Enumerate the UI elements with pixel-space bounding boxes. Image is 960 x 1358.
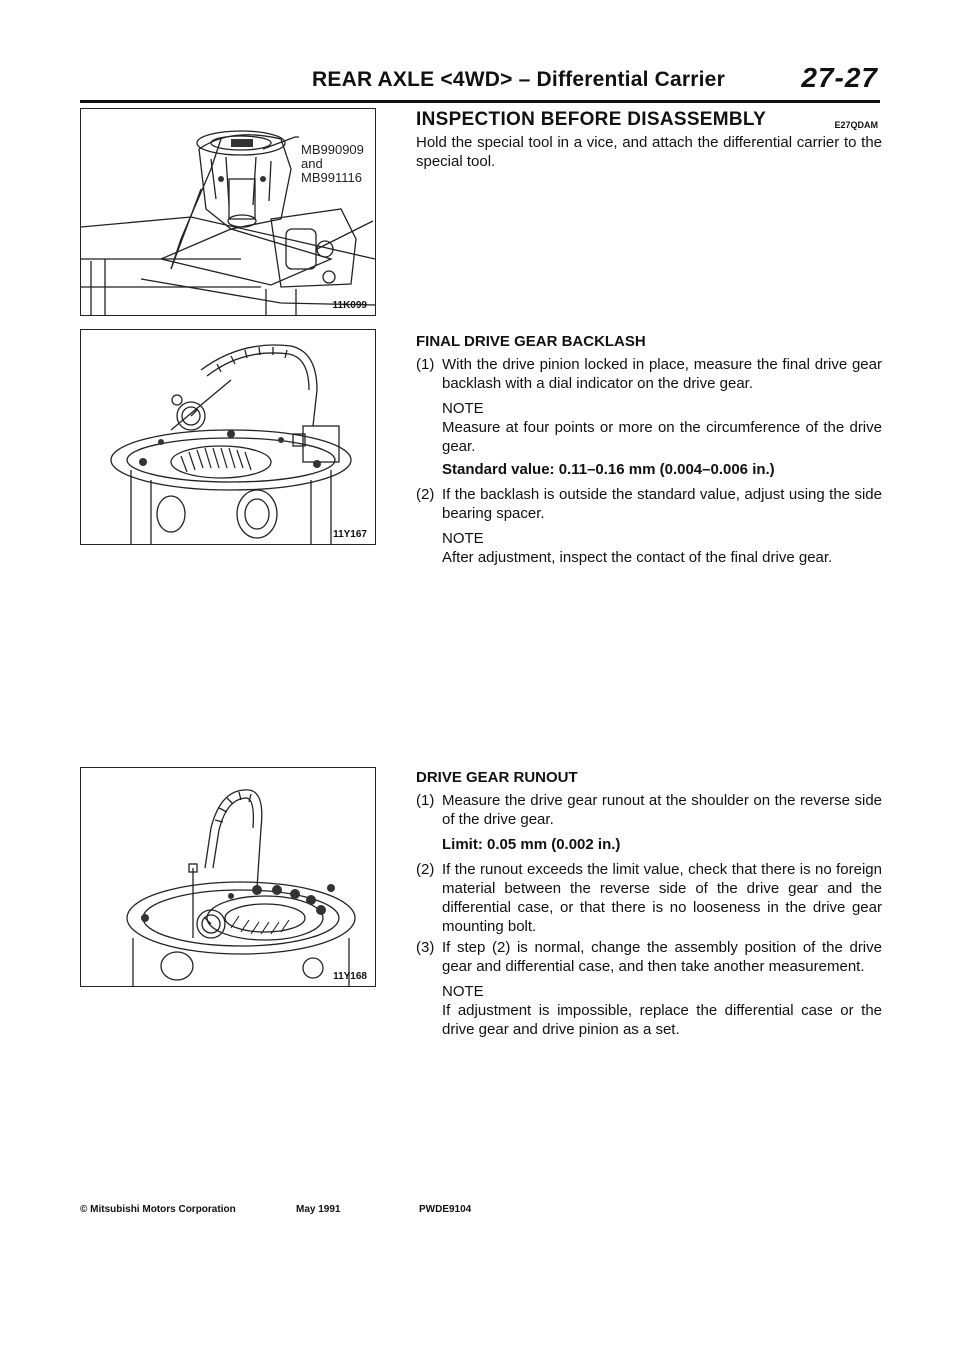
step-text: Measure the drive gear runout at the shoulder on the reverse side of the drive gear. — [442, 792, 882, 828]
step-3 — [416, 938, 882, 976]
section-title: INSPECTION BEFORE DISASSEMBLY — [416, 109, 767, 130]
figure-code: 11Y167 — [333, 529, 367, 540]
note-text: After adjustment, inspect the contact of the final drive gear. — [442, 549, 833, 566]
callout-line-3: MB991116 — [301, 170, 362, 185]
figure-runout-measurement — [80, 767, 376, 987]
figure-code: 11Y168 — [333, 971, 367, 982]
figure-backlash-illustration — [81, 330, 375, 544]
figure-runout-illustration — [81, 768, 375, 986]
section-inspection-before-disassembly — [416, 110, 882, 171]
callout-line-1: MB990909 — [301, 142, 364, 157]
step-number: (2) — [416, 486, 435, 503]
footer-date: May 1991 — [296, 1204, 341, 1215]
step-2 — [416, 860, 882, 936]
section-drive-gear-runout — [416, 768, 882, 1039]
page-number: 27-27 — [801, 62, 878, 93]
note-label: NOTE — [442, 530, 484, 547]
step-text: If step (2) is normal, change the assembly position of the drive gear and differential case, and then take another measurement. — [442, 939, 882, 975]
step-number: (1) — [416, 792, 435, 809]
step-1 — [416, 791, 882, 829]
step-text: If the backlash is outside the standard value, adjust using the side bearing spacer. — [442, 486, 882, 522]
figure-special-tool — [80, 108, 376, 316]
step-number: (1) — [416, 356, 435, 373]
header-title: REAR AXLE <4WD> – Differential Carrier — [312, 68, 725, 91]
step-number: (2) — [416, 861, 435, 878]
footer-code: PWDE9104 — [419, 1204, 472, 1215]
note-text: If adjustment is impossible, replace the differential case or the drive gear and drive pinion as a set. — [442, 1002, 882, 1038]
section-final-drive-gear-backlash — [416, 332, 882, 567]
figure-special-tool-illustration — [81, 109, 375, 315]
section-code: E27QDAM — [834, 120, 878, 130]
step-2 — [416, 485, 882, 523]
figure-code: 11K099 — [332, 300, 367, 311]
figure-backlash-measurement — [80, 329, 376, 545]
step-number: (3) — [416, 939, 435, 956]
step-text: If the runout exceeds the limit value, check that there is no foreign material between the reverse side of the drive gear and the differential case, or that there is no looseness in the drive gear mounting bolt. — [442, 861, 882, 935]
footer-copyright: © Mitsubishi Motors Corporation — [80, 1204, 236, 1215]
note-label: NOTE — [442, 400, 484, 417]
note-text: Measure at four points or more on the circumference of the drive gear. — [442, 419, 882, 455]
figure-callout — [301, 143, 364, 185]
limit-value: Limit: 0.05 mm (0.002 in.) — [442, 836, 621, 853]
step-1 — [416, 355, 882, 393]
section-title: DRIVE GEAR RUNOUT — [416, 769, 578, 786]
standard-value: Standard value: 0.11–0.16 mm (0.004–0.006 in.) — [442, 461, 775, 478]
section-title: FINAL DRIVE GEAR BACKLASH — [416, 333, 646, 350]
step-text: With the drive pinion locked in place, measure the final drive gear backlash with a dial indicator on the drive gear. — [442, 356, 882, 392]
callout-line-2: and — [301, 156, 323, 171]
note-label: NOTE — [442, 983, 484, 1000]
page-header — [80, 64, 880, 103]
section-text: Hold the special tool in a vice, and attach the differential carrier to the special tool. — [416, 134, 882, 170]
